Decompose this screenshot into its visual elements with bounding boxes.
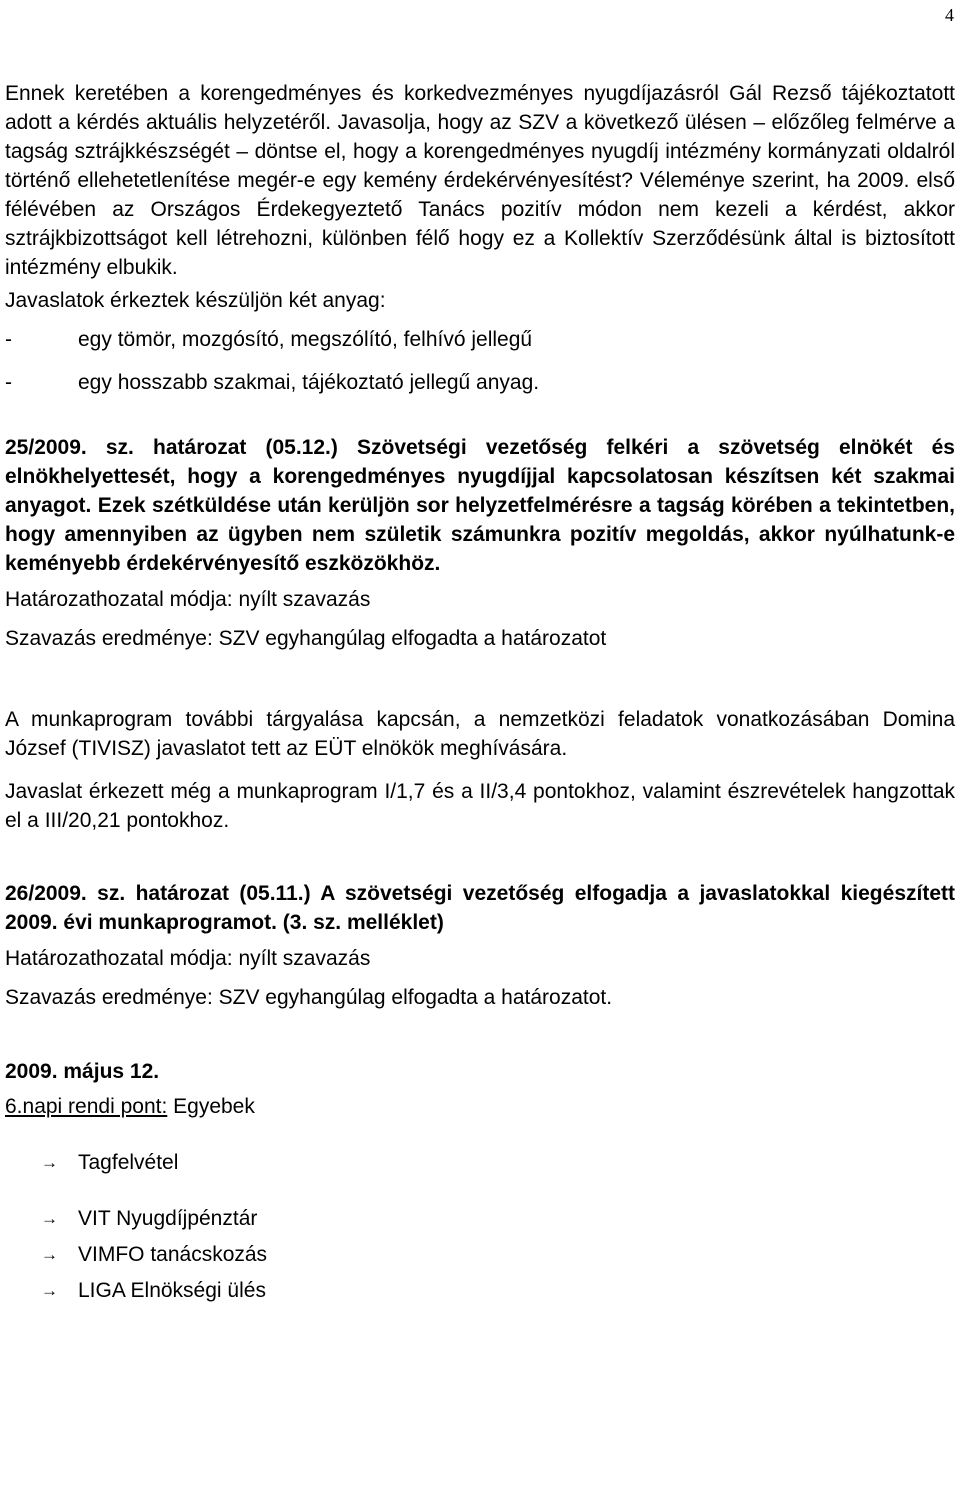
- list-item-text: Tagfelvétel: [78, 1151, 179, 1174]
- meeting-date: 2009. május 12.: [5, 1060, 160, 1083]
- intro-paragraph: Ennek keretében a korengedményes és korkedvezményes nyugdíjazásról Gál Rezső tájékoztatott adott a kérdés aktuális helyzetéről. Javasolja, hogy az SZV a következő ülésen – előzőleg felmérve a tagság sztrájkkészségét – döntse el, hogy a korengedményes nyugdíj intézmény kormányzati oldalról történő ellehetetlenítése megér-e egy kemény érdekérvényesítést? Véleménye szerint, ha 2009. első félévében az Országos Érdekegyeztető Tanács pozitív módon nem kezeli a kérdést, akkor sztrájkbizottságot kell létrehozni, különben félő hogy ez a Kollektív Szerződésünk által is biztosított intézmény elbukik.: [5, 82, 955, 279]
- program-paragraph: A munkaprogram további tárgyalása kapcsán, a nemzetközi feladatok vonatkozásában Domina József (TIVISZ) javaslatot tett az EÜT elnökök meghívására.: [5, 708, 955, 760]
- proposals-intro: Javaslatok érkeztek készüljön két anyag:: [5, 289, 386, 312]
- list-item-text: VIMFO tanácskozás: [78, 1243, 268, 1266]
- dash-item: [5, 325, 955, 354]
- proposal-paragraph: Javaslat érkezett még a munkaprogram I/1,7 és a II/3,4 pontokhoz, valamint észrevételek hangzottak el a III/20,21 pontokhoz.: [5, 780, 955, 832]
- list-item: [5, 1148, 955, 1177]
- vote-result: Szavazás eredménye: SZV egyhangúlag elfogadta a határozatot.: [5, 986, 613, 1009]
- agenda-label: 6.napi rendi pont:: [5, 1095, 168, 1118]
- arrow-right-icon: →: [41, 1209, 58, 1228]
- resolution-26: 26/2009. sz. határozat (05.11.) A szövetségi vezetőség elfogadja a javaslatokkal kiegészített 2009. évi munkaprogramot. (3. sz. melléklet): [5, 882, 955, 934]
- document-body: [5, 79, 955, 1305]
- list-item-text: VIT Nyugdíjpénztár: [78, 1207, 258, 1230]
- dash-item: [5, 368, 955, 397]
- list-item: [5, 1204, 955, 1233]
- vote-method: Határozathozatal módja: nyílt szavazás: [5, 947, 371, 970]
- arrow-right-icon: →: [41, 1153, 58, 1172]
- agenda-value: Egyebek: [167, 1095, 255, 1118]
- vote-result: Szavazás eredménye: SZV egyhangúlag elfogadta a határozatot: [5, 627, 607, 650]
- resolution-25: 25/2009. sz. határozat (05.12.) Szövetségi vezetőség felkéri a szövetség elnökét és elnökhelyettesét, hogy a korengedményes nyugdíjjal kapcsolatosan készítsen két szakmai anyagot. Ezek szétküldése után kerüljön sor helyzetfelmérésre a tagság körében a tekintetben, hogy amennyiben az ügyben nem születik számunkra pozitív megoldás, akkor nyúlhatunk-e keményebb érdekérvényesítő eszközökhöz.: [5, 436, 955, 575]
- page-number: 4: [945, 5, 954, 25]
- agenda-item: [5, 1092, 955, 1121]
- dash-item-text: egy tömör, mozgósító, megszólító, felhívó jellegű: [78, 328, 533, 351]
- dash-bullet: -: [5, 371, 12, 394]
- list-item-text: LIGA Elnökségi ülés: [78, 1279, 266, 1302]
- arrow-right-icon: →: [41, 1281, 58, 1300]
- list-item: [5, 1240, 955, 1269]
- dash-bullet: -: [5, 328, 12, 351]
- list-item: [5, 1276, 955, 1305]
- dash-item-text: egy hosszabb szakmai, tájékoztató jellegű anyag.: [78, 371, 540, 394]
- arrow-right-icon: →: [41, 1245, 58, 1264]
- vote-method: Határozathozatal módja: nyílt szavazás: [5, 588, 371, 611]
